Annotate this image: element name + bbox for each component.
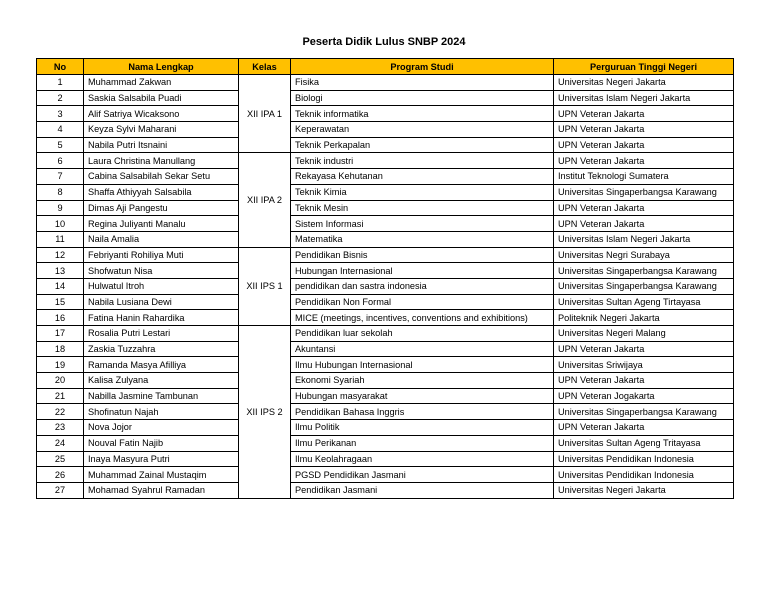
cell-no: 9 <box>37 200 84 216</box>
cell-program-studi: Ekonomi Syariah <box>291 373 554 389</box>
cell-kelas: XII IPS 2 <box>239 326 291 499</box>
cell-no: 26 <box>37 467 84 483</box>
cell-nama: Shofinatun Najah <box>84 404 239 420</box>
cell-program-studi: Hubungan Internasional <box>291 263 554 279</box>
column-header-ptn: Perguruan Tinggi Negeri <box>554 59 734 75</box>
cell-program-studi: Hubungan masyarakat <box>291 388 554 404</box>
cell-ptn: Universitas Negeri Jakarta <box>554 75 734 91</box>
cell-nama: Nova Jojor <box>84 420 239 436</box>
cell-program-studi: Teknik Perkapalan <box>291 137 554 153</box>
cell-program-studi: Pendidikan Non Formal <box>291 294 554 310</box>
cell-nama: Naila Amalia <box>84 231 239 247</box>
cell-no: 13 <box>37 263 84 279</box>
table-row <box>37 373 734 389</box>
cell-program-studi: Ilmu Hubungan Internasional <box>291 357 554 373</box>
cell-program-studi: Matematika <box>291 231 554 247</box>
column-header-nama: Nama Lengkap <box>84 59 239 75</box>
table-row <box>37 435 734 451</box>
table-row <box>37 153 734 169</box>
cell-program-studi: Ilmu Keolahragaan <box>291 451 554 467</box>
cell-no: 25 <box>37 451 84 467</box>
cell-program-studi: Akuntansi <box>291 341 554 357</box>
cell-ptn: UPN Veteran Jakarta <box>554 373 734 389</box>
cell-program-studi: Ilmu Politik <box>291 420 554 436</box>
cell-ptn: Universitas Negeri Jakarta <box>554 482 734 498</box>
cell-no: 22 <box>37 404 84 420</box>
table-row <box>37 137 734 153</box>
cell-nama: Rosalia Putri Lestari <box>84 326 239 342</box>
cell-nama: Keyza Sylvi Maharani <box>84 122 239 138</box>
cell-ptn: Institut Teknologi Sumatera <box>554 169 734 185</box>
cell-program-studi: Teknik industri <box>291 153 554 169</box>
table-row <box>37 451 734 467</box>
cell-no: 18 <box>37 341 84 357</box>
table-header-row <box>37 59 734 75</box>
cell-no: 23 <box>37 420 84 436</box>
cell-program-studi: Biologi <box>291 90 554 106</box>
cell-no: 2 <box>37 90 84 106</box>
cell-ptn: UPN Veteran Jakarta <box>554 341 734 357</box>
students-table <box>36 58 734 499</box>
table-row <box>37 216 734 232</box>
table-row <box>37 247 734 263</box>
cell-no: 7 <box>37 169 84 185</box>
table-row <box>37 263 734 279</box>
document-title: Peserta Didik Lulus SNBP 2024 <box>302 36 466 48</box>
cell-ptn: UPN Veteran Jakarta <box>554 106 734 122</box>
column-header-no: No <box>37 59 84 75</box>
table-row <box>37 75 734 91</box>
cell-nama: Hulwatul Itroh <box>84 278 239 294</box>
cell-kelas: XII IPA 1 <box>239 75 291 153</box>
cell-ptn: UPN Veteran Jogakarta <box>554 388 734 404</box>
cell-nama: Laura Christina Manullang <box>84 153 239 169</box>
column-header-program-studi: Program Studi <box>291 59 554 75</box>
table-row <box>37 388 734 404</box>
cell-no: 16 <box>37 310 84 326</box>
cell-ptn: Universitas Singaperbangsa Karawang <box>554 404 734 420</box>
cell-no: 11 <box>37 231 84 247</box>
cell-program-studi: Pendidikan Bisnis <box>291 247 554 263</box>
cell-ptn: Universitas Islam Negeri Jakarta <box>554 231 734 247</box>
table-row <box>37 326 734 342</box>
cell-program-studi: Teknik informatika <box>291 106 554 122</box>
table-row <box>37 294 734 310</box>
table-row <box>37 357 734 373</box>
table-row <box>37 231 734 247</box>
cell-nama: Regina Juliyanti Manalu <box>84 216 239 232</box>
cell-nama: Nabila Putri Itsnaini <box>84 137 239 153</box>
cell-ptn: Universitas Singaperbangsa Karawang <box>554 184 734 200</box>
cell-nama: Saskia Salsabila Puadi <box>84 90 239 106</box>
cell-nama: Inaya Masyura Putri <box>84 451 239 467</box>
cell-program-studi: Rekayasa Kehutanan <box>291 169 554 185</box>
cell-no: 8 <box>37 184 84 200</box>
cell-kelas: XII IPA 2 <box>239 153 291 247</box>
cell-no: 1 <box>37 75 84 91</box>
cell-nama: Nabila Lusiana Dewi <box>84 294 239 310</box>
cell-ptn: Universitas Pendidikan Indonesia <box>554 451 734 467</box>
cell-ptn: Universitas Negeri Malang <box>554 326 734 342</box>
cell-no: 24 <box>37 435 84 451</box>
cell-no: 15 <box>37 294 84 310</box>
cell-nama: Dimas Aji Pangestu <box>84 200 239 216</box>
cell-nama: Nouval Fatin Najib <box>84 435 239 451</box>
table-row <box>37 420 734 436</box>
cell-no: 5 <box>37 137 84 153</box>
cell-no: 10 <box>37 216 84 232</box>
cell-no: 19 <box>37 357 84 373</box>
cell-kelas: XII IPS 1 <box>239 247 291 325</box>
cell-program-studi: PGSD Pendidikan Jasmani <box>291 467 554 483</box>
cell-no: 6 <box>37 153 84 169</box>
cell-no: 17 <box>37 326 84 342</box>
table-row <box>37 184 734 200</box>
cell-no: 20 <box>37 373 84 389</box>
cell-ptn: Universitas Pendidikan Indonesia <box>554 467 734 483</box>
cell-nama: Muhammad Zainal Mustaqim <box>84 467 239 483</box>
cell-nama: Shofwatun Nisa <box>84 263 239 279</box>
cell-program-studi: Teknik Kimia <box>291 184 554 200</box>
cell-program-studi: Pendidikan Bahasa Inggris <box>291 404 554 420</box>
cell-no: 21 <box>37 388 84 404</box>
cell-ptn: UPN Veteran Jakarta <box>554 137 734 153</box>
cell-nama: Fatina Hanin Rahardika <box>84 310 239 326</box>
cell-ptn: Universitas Singaperbangsa Karawang <box>554 278 734 294</box>
cell-no: 27 <box>37 482 84 498</box>
cell-ptn: Universitas Negri Surabaya <box>554 247 734 263</box>
cell-ptn: Politeknik Negeri Jakarta <box>554 310 734 326</box>
cell-ptn: UPN Veteran Jakarta <box>554 420 734 436</box>
cell-program-studi: Fisika <box>291 75 554 91</box>
table-row <box>37 310 734 326</box>
cell-no: 12 <box>37 247 84 263</box>
cell-nama: Zaskia Tuzzahra <box>84 341 239 357</box>
cell-program-studi: Pendidikan Jasmani <box>291 482 554 498</box>
cell-nama: Alif Satriya Wicaksono <box>84 106 239 122</box>
cell-no: 14 <box>37 278 84 294</box>
cell-nama: Nabilla Jasmine Tambunan <box>84 388 239 404</box>
table-row <box>37 200 734 216</box>
cell-ptn: Universitas Islam Negeri Jakarta <box>554 90 734 106</box>
table-row <box>37 467 734 483</box>
cell-no: 3 <box>37 106 84 122</box>
table-body <box>37 75 734 499</box>
column-header-kelas: Kelas <box>239 59 291 75</box>
cell-ptn: UPN Veteran Jakarta <box>554 153 734 169</box>
cell-nama: Cabina Salsabilah Sekar Setu <box>84 169 239 185</box>
cell-nama: Kalisa Zulyana <box>84 373 239 389</box>
table-row <box>37 482 734 498</box>
cell-ptn: UPN Veteran Jakarta <box>554 122 734 138</box>
cell-ptn: Universitas Sultan Ageng Tritayasa <box>554 435 734 451</box>
table-row <box>37 404 734 420</box>
cell-program-studi: Sistem Informasi <box>291 216 554 232</box>
cell-ptn: Universitas Sriwijaya <box>554 357 734 373</box>
cell-nama: Mohamad Syahrul Ramadan <box>84 482 239 498</box>
cell-no: 4 <box>37 122 84 138</box>
table-row <box>37 122 734 138</box>
cell-nama: Febriyanti Rohiliya Muti <box>84 247 239 263</box>
table-row <box>37 90 734 106</box>
cell-program-studi: Teknik Mesin <box>291 200 554 216</box>
cell-ptn: UPN Veteran Jakarta <box>554 216 734 232</box>
table-row <box>37 169 734 185</box>
cell-ptn: Universitas Singaperbangsa Karawang <box>554 263 734 279</box>
table-row <box>37 106 734 122</box>
cell-ptn: Universitas Sultan Ageng Tirtayasa <box>554 294 734 310</box>
table-row <box>37 278 734 294</box>
cell-ptn: UPN Veteran Jakarta <box>554 200 734 216</box>
cell-program-studi: pendidikan dan sastra indonesia <box>291 278 554 294</box>
cell-program-studi: MICE (meetings, incentives, conventions and exhibitions) <box>291 310 554 326</box>
cell-program-studi: Ilmu Perikanan <box>291 435 554 451</box>
table-row <box>37 341 734 357</box>
cell-nama: Muhammad Zakwan <box>84 75 239 91</box>
cell-nama: Shaffa Athiyyah Salsabila <box>84 184 239 200</box>
cell-nama: Ramanda Masya Afilliya <box>84 357 239 373</box>
cell-program-studi: Pendidikan luar sekolah <box>291 326 554 342</box>
cell-program-studi: Keperawatan <box>291 122 554 138</box>
